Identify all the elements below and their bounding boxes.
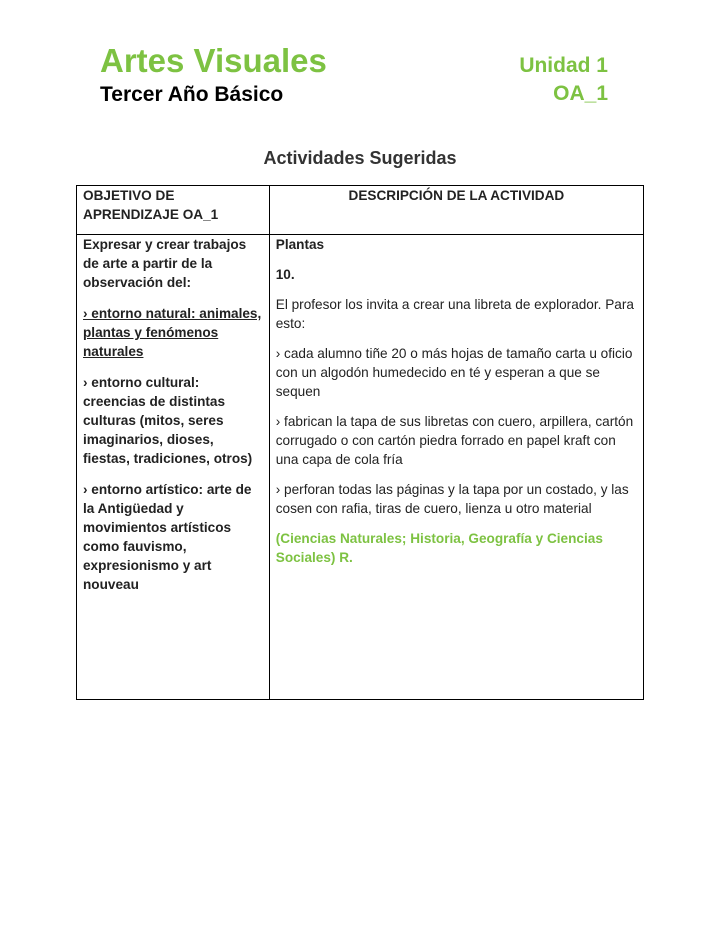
objective-cultural: › entorno cultural: creencias de distintas culturas (mitos, seres imaginarios, dioses, fiestas, tradiciones, otros) [83,375,253,466]
activity-intro: El profesor los invita a crear una libreta de explorador. Para esto: [275,297,634,331]
unit-label: Unidad 1 [519,54,608,77]
activity-step: › fabrican la tapa de sus libretas con cuero, arpillera, cartón corrugado o con cartón piedra forrado en papel kraft con una capa de cola fría [275,414,634,467]
page-title: Artes Visuales [100,42,327,79]
objective-natural: › entorno natural: animales, plantas y fenómenos naturales [83,306,262,359]
page-subtitle: Tercer Año Básico [100,83,284,106]
activity-step: › cada alumno tiñe 20 o más hojas de tamaño carta u oficio con un algodón humedecido en té y esperan a que se sequen [275,346,633,399]
activity-number: 10. [275,267,295,282]
table-row [77,235,644,700]
oa-label: OA_1 [553,82,608,105]
objective-cell [77,235,270,700]
activity-subject-links: (Ciencias Naturales; Historia, Geografía y Ciencias Sociales) R. [275,531,603,565]
activity-heading: Plantas [275,237,325,252]
header-objective: OBJETIVO DE APRENDIZAJE OA_1 [77,186,270,235]
unit-header [519,52,608,108]
section-title: Actividades Sugeridas [263,148,457,168]
activity-step: › perforan todas las páginas y la tapa por un costado, y las cosen con rafia, tiras de cuero, lienza u otro material [275,482,629,516]
activity-table [76,185,644,700]
header-description: DESCRIPCIÓN DE LA ACTIVIDAD [269,186,643,235]
table-header-row [77,186,644,235]
objective-intro: Expresar y crear trabajos de arte a partir de la observación del: [83,237,247,290]
page-header [100,40,327,108]
description-cell [269,235,643,700]
objective-artistic: › entorno artístico: arte de la Antigüedad y movimientos artísticos como fauvismo, expresionismo y art nouveau [83,482,252,592]
